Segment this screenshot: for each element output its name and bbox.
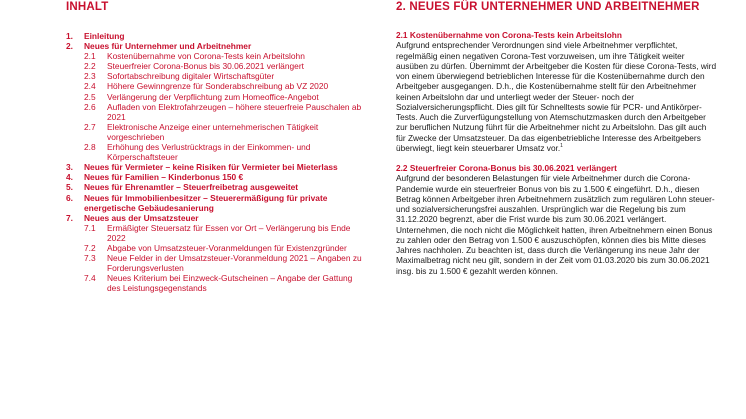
toc-heading: INHALT bbox=[66, 1, 109, 13]
toc-item-label: Steuerfreier Corona-Bonus bis 30.06.2021 verlängert bbox=[107, 61, 304, 72]
section-body-text: Aufgrund entsprechender Verordnungen sind viele Arbeitnehmer verpflichtet, regelmäßig einen negativen Corona-Test vorzuweisen, um ihre Tätigkeit weiter ausüben zu dürfen. Übernimmt der Arbeitgeber die Kosten für diese Corona-Tests, wird von einem überwiegend betrieblichen Interesse für die Kostenübernahme durch den Arbeitgeber ausgegangen. D.h., die Kostenübernahme stellt für den Arbeitnehmer keinen Arbeitslohn dar und unterliegt weder der Steuer- noch der Sozialversicherungspflicht. Dies gilt für Schnelltests sowie für PCR- und Antikörper-Tests. Auch die Zurverfügungstellung von Atemschutzmasken durch den Arbeitgeber zur beruflichen Nutzung führt für die Arbeitnehmer nicht zu Arbeitslohn. Das gilt auch für Zwecke der Umsatzsteuer. Da das eigenbetriebliche Interesse des Arbeitgebers überwiegt, liegt kein steuerbarer Umsatz vor. bbox=[396, 40, 717, 153]
toc-item-label: Neues aus der Umsatzsteuer bbox=[84, 212, 199, 223]
section-2-1 bbox=[396, 30, 718, 153]
section-body-text: Aufgrund der besonderen Belastungen für viele Arbeitnehmer durch die Corona-Pandemie wurde ein steuerfreier Bonus von bis zu 1.500 € eingeführt. D.h., diesen Betrag können Arbeitgeber ihren Arbeitnehmern zusätzlich zum regulären Lohn steuer- und sozialversicherungsfrei auszahlen. Ursprünglich war die Regelung bis zum 31.12.2020 begrenzt, aber die Frist wurde bis zum 30.06.2021 verlängert. Unternehmen, die noch nicht die Möglichkeit hatten, ihren Arbeitnehmern einen Bonus zu zahlen oder den Betrag von 1.500 € auszuschöpfen, können dies bis Mitte dieses Jahres nachholen. Zu beachten ist, dass durch die Verlängerung ins neue Jahr der Maximalbetrag nicht neu gilt, sondern in der Zeit vom 01.03.2020 bis zum 30.06.2021 insg. bis zu 1.500 € gezahlt werden können. bbox=[396, 173, 715, 276]
toc-item-number: 2.6 bbox=[84, 101, 96, 112]
toc-item-label: Neues für Vermieter – keine Risiken für Vermieter bei Mieterlass bbox=[84, 162, 338, 173]
toc-item-number: 6. bbox=[66, 192, 73, 203]
section-2-2 bbox=[396, 163, 718, 276]
toc-item-label: Sofortabschreibung digitaler Wirtschaftsgüter bbox=[107, 71, 275, 82]
toc-item-label: Neues Kriterium bei Einzweck-Gutscheinen – Angabe der Gattung des Leistungsgegenstands bbox=[107, 273, 353, 294]
toc-item[interactable] bbox=[66, 61, 366, 71]
toc-item-label: Aufladen von Elektrofahrzeugen – höhere steuerfreie Pauschalen ab 2021 bbox=[107, 101, 362, 122]
toc-item-label: Höhere Gewinngrenze für Sonderabschreibung ab VZ 2020 bbox=[107, 81, 329, 92]
article-heading: 2. NEUES FÜR UNTERNEHMER UND ARBEITNEHMER bbox=[396, 1, 700, 13]
section-title: 2.1 Kostenübernahme von Corona-Tests kein Arbeitslohn bbox=[396, 30, 622, 40]
toc-item-label: Neues für Immobilienbesitzer – Steuerermäßigung für private energetische Gebäudesanierung bbox=[84, 192, 328, 213]
toc-item-label: Abgabe von Umsatzsteuer-Voranmeldungen für Existenzgründer bbox=[107, 242, 347, 253]
toc-item[interactable] bbox=[66, 273, 366, 293]
toc-item[interactable] bbox=[66, 193, 366, 213]
toc-item-number: 4. bbox=[66, 172, 73, 183]
toc-item[interactable] bbox=[66, 102, 366, 122]
toc-item[interactable] bbox=[66, 172, 366, 182]
toc-item-number: 3. bbox=[66, 162, 73, 173]
toc-item[interactable] bbox=[66, 182, 366, 192]
section-title: 2.2 Steuerfreier Corona-Bonus bis 30.06.2021 verlängert bbox=[396, 163, 617, 173]
article-column bbox=[396, 0, 718, 276]
toc-item-label: Kostenübernahme von Corona-Tests kein Arbeitslohn bbox=[107, 51, 305, 62]
toc-item[interactable] bbox=[66, 243, 366, 253]
toc-item[interactable] bbox=[66, 31, 366, 41]
toc-item[interactable] bbox=[66, 122, 366, 142]
toc-item[interactable] bbox=[66, 162, 366, 172]
toc-item-number: 2.8 bbox=[84, 142, 96, 153]
toc-item-number: 5. bbox=[66, 182, 73, 193]
toc-item[interactable] bbox=[66, 81, 366, 91]
toc-item[interactable] bbox=[66, 142, 366, 162]
section-body bbox=[396, 40, 718, 153]
footnote-marker: 1 bbox=[560, 142, 563, 149]
toc-item-number: 2.4 bbox=[84, 81, 96, 92]
toc-item[interactable] bbox=[66, 71, 366, 81]
toc-item-number: 2.5 bbox=[84, 91, 96, 102]
toc-item[interactable] bbox=[66, 51, 366, 61]
section-body bbox=[396, 173, 718, 276]
toc-item-label: Ermäßigter Steuersatz für Essen vor Ort – Verlängerung bis Ende 2022 bbox=[107, 222, 351, 243]
toc-item[interactable] bbox=[66, 213, 366, 223]
toc-item-number: 7. bbox=[66, 212, 73, 223]
toc-item-label: Einleitung bbox=[84, 31, 125, 41]
toc-item-label: Verlängerung der Verpflichtung zum Homeoffice-Angebot bbox=[107, 91, 319, 102]
toc-item[interactable] bbox=[66, 92, 366, 102]
toc-item-number: 2.3 bbox=[84, 71, 96, 82]
toc-item[interactable] bbox=[66, 253, 366, 273]
toc-item-number: 2.2 bbox=[84, 61, 96, 72]
toc-item-number: 7.1 bbox=[84, 222, 96, 233]
toc-item-number: 7.4 bbox=[84, 273, 96, 284]
toc-list bbox=[66, 31, 366, 293]
toc-item-label: Neues für Ehrenamtler – Steuerfreibetrag ausgeweitet bbox=[84, 182, 299, 193]
toc-item-number: 2.1 bbox=[84, 51, 96, 62]
toc-column bbox=[66, 0, 366, 293]
toc-item[interactable] bbox=[66, 223, 366, 243]
toc-item-label: Neues für Familien – Kinderbonus 150 € bbox=[84, 172, 244, 183]
toc-item-number: 2. bbox=[66, 41, 73, 52]
toc-item-label: Neue Felder in der Umsatzsteuer-Voranmeldung 2021 – Angaben zu Forderungsverlusten bbox=[107, 253, 362, 274]
toc-item-number: 1. bbox=[66, 31, 73, 41]
toc-item-label: Erhöhung des Verlustrücktrags in der Einkommen- und Körperschaftsteuer bbox=[107, 142, 311, 163]
toc-item-number: 2.7 bbox=[84, 121, 96, 132]
toc-item-label: Neues für Unternehmer und Arbeitnehmer bbox=[84, 41, 252, 52]
toc-item-label: Elektronische Anzeige einer unternehmerischen Tätigkeit vorgeschrieben bbox=[107, 121, 319, 142]
toc-item[interactable] bbox=[66, 41, 366, 51]
toc-item-number: 7.2 bbox=[84, 242, 96, 253]
toc-item-number: 7.3 bbox=[84, 253, 96, 264]
